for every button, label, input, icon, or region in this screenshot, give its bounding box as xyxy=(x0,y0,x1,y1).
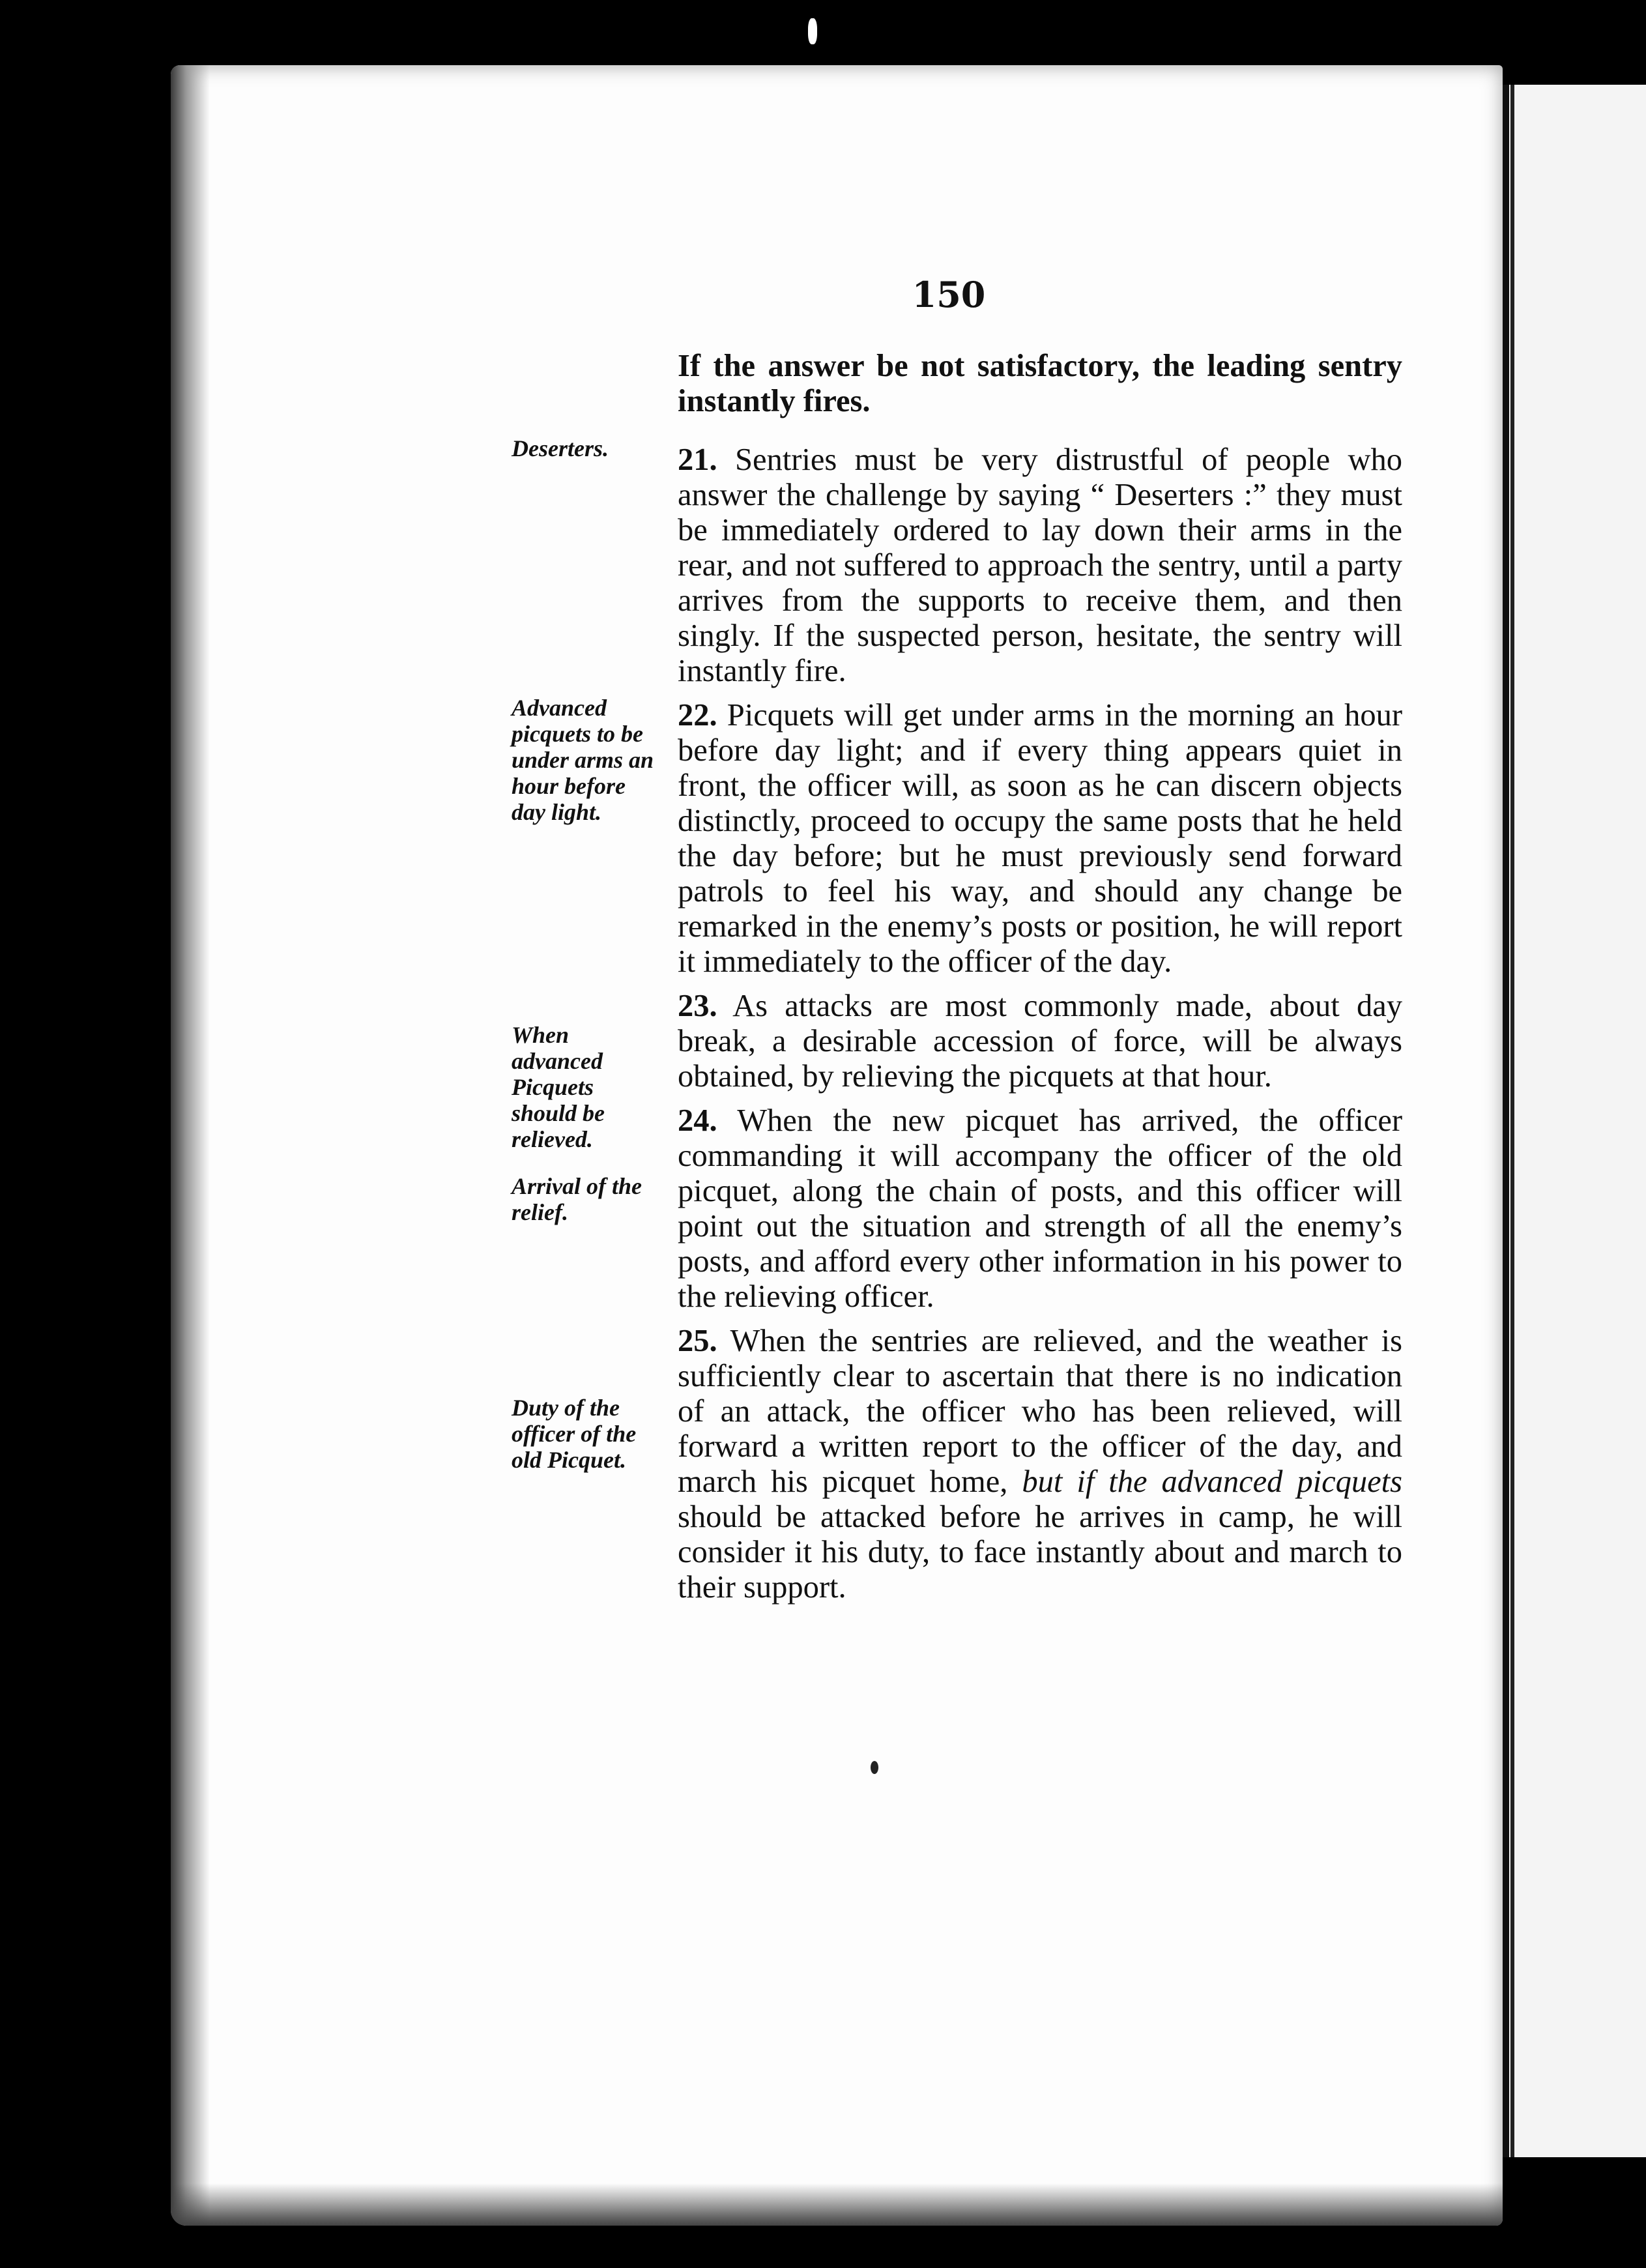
paragraph-23 xyxy=(678,989,1402,1094)
paragraph-text: As attacks are most commonly made, about day break, a desirable accession of force, will be always obtained, by relieving the picquets at that hour. xyxy=(678,989,1403,1094)
margin-note-deserters: Deserters. xyxy=(512,435,609,461)
binding-spine xyxy=(1510,85,1514,2157)
paragraph-21 xyxy=(678,443,1402,689)
page-left-shadow xyxy=(171,65,210,2226)
facing-page-edge xyxy=(1503,85,1646,2157)
paragraph-number: 23. xyxy=(678,989,717,1023)
paragraph-25 xyxy=(678,1324,1402,1605)
paragraph-number: 24. xyxy=(678,1103,717,1138)
paragraph-text-end: should be attacked before he arrives in camp, he will consider it his duty, to face instantly about and march to their support. xyxy=(678,1500,1402,1605)
paragraph-text: Picquets will get under arms in the morning an hour before day light; and if every thing appears quiet in front, the officer will, as soon as he can discern objects distinctly, proceed to occupy the same posts that he held the day before; but he must previously send forward patrols to feel his way, and should any change be remarked in the enemy’s posts or position, he will report it immediately to the officer of the day. xyxy=(678,698,1403,979)
continuation-paragraph: If the answer be not satisfactory, the leading sentry instantly fires. xyxy=(678,349,1402,418)
page-bottom-shadow xyxy=(171,2183,1503,2226)
paragraph-text: Sentries must be very distrustful of people who answer the challenge by saying “ Deserters :” they must be immediately ordered to lay down their arms in the rear, and not suffered to approach the sentry, until a party arrives from the supports to receive them, and then singly. If the suspected person, hesitate, the sentry will instantly fire. xyxy=(678,443,1403,688)
margin-note-duty-officer: Duty of the officer of the old Picquet. xyxy=(512,1395,637,1473)
paragraph-22 xyxy=(678,698,1402,980)
paragraph-number: 22. xyxy=(678,698,717,733)
paragraph-text: When the new picquet has arrived, the officer commanding it will accompany the officer of the old picquet, along the chain of posts, and this officer will point out the situation and strength of all the enemy’s posts, and afford every other information in his power to the relieving officer. xyxy=(678,1103,1403,1314)
margin-note-when-relieved: When advanced Picquets should be relieved. xyxy=(512,1022,605,1152)
ink-speck xyxy=(871,1761,878,1774)
paragraph-text: When the sentries are relieved, and the weather is sufficiently clear to ascertain that there is no indication of an attack, the officer who has been relieved, will forward a written report to the officer of the day, and march his picquet home, xyxy=(678,1324,1403,1499)
paragraph-number: 25. xyxy=(678,1324,717,1358)
paragraph-24 xyxy=(678,1103,1402,1315)
paragraph-italic-text: but if the advanced picquets xyxy=(1022,1464,1402,1499)
margin-note-arrival-relief: Arrival of the relief. xyxy=(512,1173,643,1225)
body-text xyxy=(678,349,1402,1614)
page-number: 150 xyxy=(912,274,986,315)
scan-speck xyxy=(808,18,817,44)
margin-note-advanced-picquets: Advanced picquets to be under arms an hour before day light. xyxy=(512,695,654,825)
paragraph-number: 21. xyxy=(678,443,717,477)
